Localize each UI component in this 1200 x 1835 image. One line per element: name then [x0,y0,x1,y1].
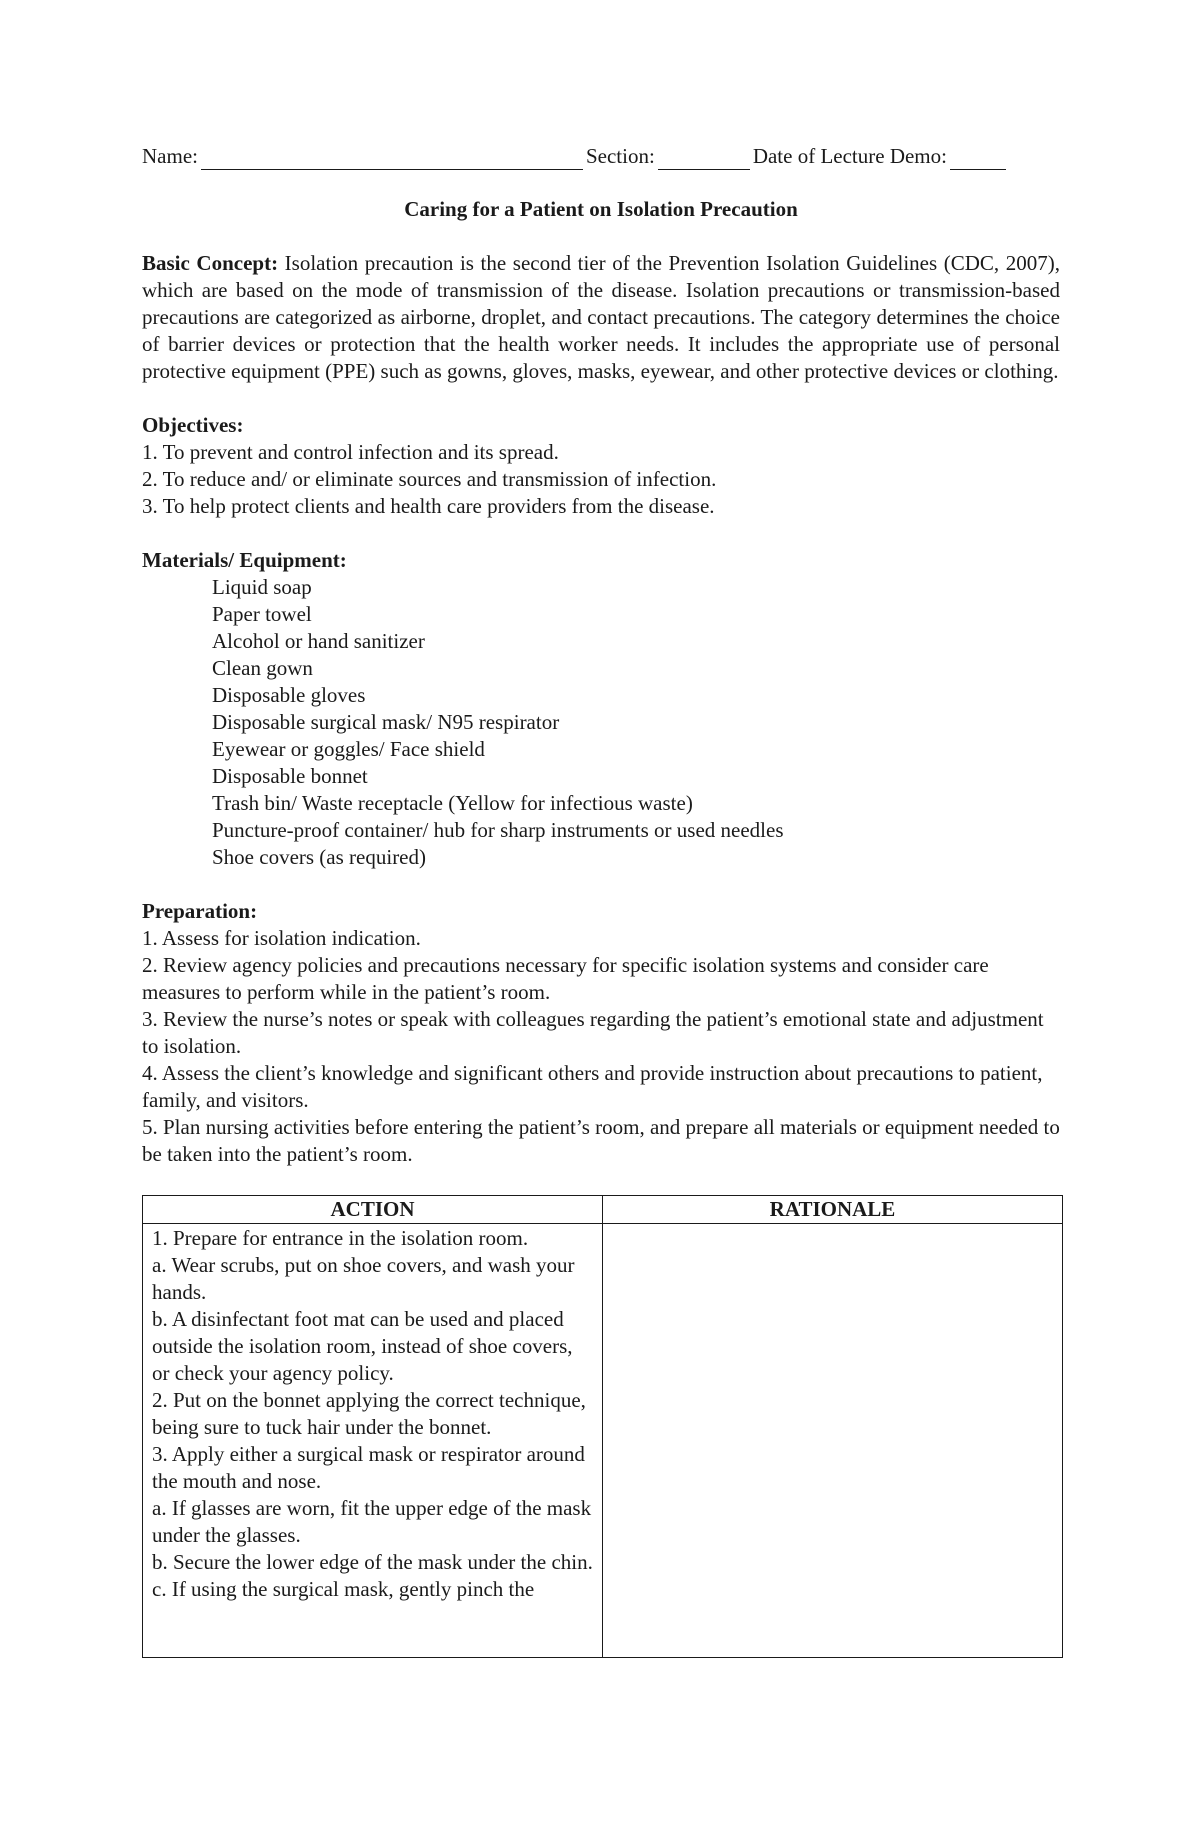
table-header-row [143,1196,1063,1224]
action-line: 1. Prepare for entrance in the isolation room. [152,1226,529,1250]
section-label: Section: [585,144,655,168]
preparation-heading: Preparation: [142,899,258,923]
basic-concept-label: Basic Concept: [142,251,279,275]
preparation-item: 1. Assess for isolation indication. [142,926,421,950]
materials-heading: Materials/ Equipment: [142,548,347,572]
name-field[interactable] [201,149,583,170]
material-item: Disposable surgical mask/ N95 respirator [212,710,560,734]
preparation-item: 5. Plan nursing activities before entering the patient’s room, and prepare all materials or equipment needed to be taken into the patient’s room. [142,1115,1060,1166]
material-item: Liquid soap [212,575,312,599]
action-line: 3. Apply either a surgical mask or respirator around the mouth and nose. [152,1442,585,1493]
material-item: Disposable bonnet [212,764,368,788]
student-info-line [142,142,1060,170]
action-line: c. If using the surgical mask, gently pinch the [152,1577,535,1601]
basic-concept-paragraph [142,250,1060,385]
basic-concept-text: Isolation precaution is the second tier of the Prevention Isolation Guidelines (CDC, 2007), which are based on the mode of transmission of the disease. Isolation precautions or transmission-based precautions are categorized as airborne, droplet, and contact precautions. The category determines the choice of barrier devices or protection that the health worker needs. It includes the appropriate use of personal protective equipment (PPE) such as gowns, gloves, masks, eyewear, and other protective devices or clothing. [142,251,1061,383]
objective-item: 1. To prevent and control infection and its spread. [142,440,559,464]
preparation-item: 3. Review the nurse’s notes or speak with colleagues regarding the patient’s emotional state and adjustment to isolation. [142,1007,1044,1058]
page-title: Caring for a Patient on Isolation Precaution [404,197,798,221]
action-line: 2. Put on the bonnet applying the correct technique, being sure to tuck hair under the bonnet. [152,1388,586,1439]
material-item: Clean gown [212,656,313,680]
table-row [143,1224,1063,1658]
action-rationale-table [142,1195,1063,1658]
action-line: b. Secure the lower edge of the mask under the chin. [152,1550,593,1574]
material-item: Alcohol or hand sanitizer [212,629,425,653]
action-column-header: ACTION [143,1196,603,1224]
action-cell [143,1224,603,1658]
rationale-column-header: RATIONALE [603,1196,1063,1224]
material-item: Puncture-proof container/ hub for sharp instruments or used needles [212,818,784,842]
objective-item: 3. To help protect clients and health care providers from the disease. [142,494,715,518]
preparation-item: 4. Assess the client’s knowledge and significant others and provide instruction about precautions to patient, family, and visitors. [142,1061,1043,1112]
rationale-cell[interactable] [603,1224,1063,1658]
objectives-list [142,439,1060,520]
material-item: Disposable gloves [212,683,366,707]
action-line: a. Wear scrubs, put on shoe covers, and wash your hands. [152,1253,575,1304]
action-line: b. A disinfectant foot mat can be used and placed outside the isolation room, instead of shoe covers, or check your agency policy. [152,1307,573,1385]
objectives-heading: Objectives: [142,413,244,437]
name-label: Name: [142,144,198,168]
action-line: a. If glasses are worn, fit the upper edge of the mask under the glasses. [152,1496,592,1547]
materials-list [142,574,1060,871]
document-page [142,142,1060,1658]
objective-item: 2. To reduce and/ or eliminate sources and transmission of infection. [142,467,717,491]
section-field[interactable] [658,149,750,170]
date-field[interactable] [950,149,1006,170]
material-item: Shoe covers (as required) [212,845,426,869]
date-label: Date of Lecture Demo: [752,144,947,168]
material-item: Eyewear or goggles/ Face shield [212,737,485,761]
preparation-item: 2. Review agency policies and precautions necessary for specific isolation systems and consider care measures to perform while in the patient’s room. [142,953,989,1004]
material-item: Trash bin/ Waste receptacle (Yellow for infectious waste) [212,791,693,815]
material-item: Paper towel [212,602,312,626]
preparation-list [142,925,1060,1168]
